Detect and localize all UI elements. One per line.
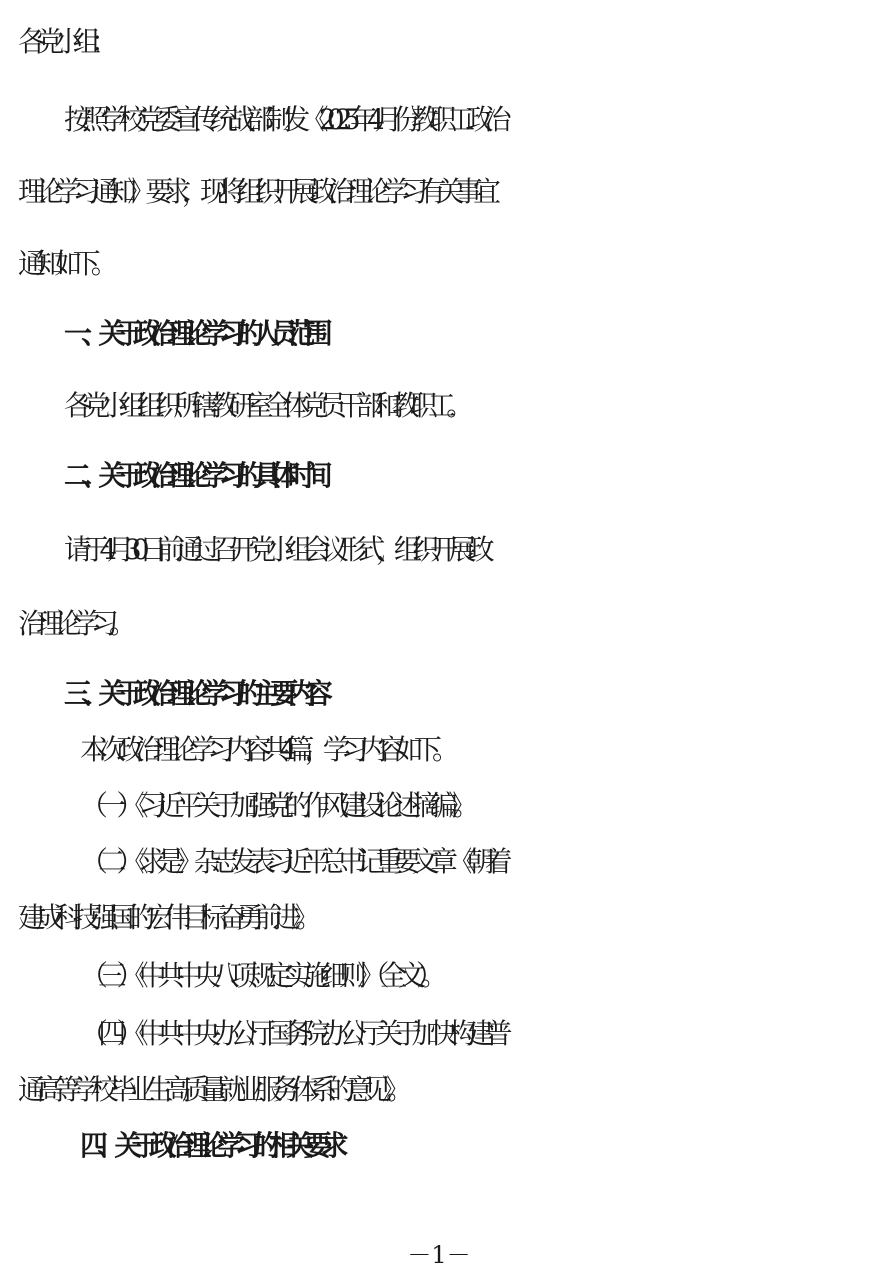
section-text-line: 各党小组组织所辖教研室全体党员干部和教职工。 xyxy=(64,389,465,422)
section-text-line: 治理论学习。 xyxy=(18,607,128,640)
study-item-2-line: 建成科技强国的宏伟目标奋勇前进》。 xyxy=(18,901,314,934)
page-number: －1－ xyxy=(407,1241,471,1269)
intro-paragraph-line: 理论学习通知》要求，现将组织开展政治理论学习有关事宜 xyxy=(18,175,492,208)
intro-paragraph-line: 通知如下。 xyxy=(18,247,110,280)
intro-paragraph-line: 按照学校党委宣传统战部制发《2025 年 4 月份教职工政治 xyxy=(64,103,502,136)
content-summary: 本次政治理论学习内容共 4 篇，学习内容如下。 xyxy=(80,733,451,766)
section-heading-content: 三、关于政治理论学习的主要内容 xyxy=(64,677,323,710)
section-heading-requirements: 四、关于政治理论学习的相关要求 xyxy=(80,1129,339,1162)
study-item-4-line: （四）《中共中央办公厅国务院办公厅关于加快构建普 xyxy=(80,1017,503,1050)
study-item-2-line: （二）《求是》杂志发表习近平总书记重要文章《朝着 xyxy=(80,845,503,878)
section-heading-schedule: 二、关于政治理论学习的具体时间 xyxy=(64,459,323,492)
salutation: 各党小组： xyxy=(18,25,110,58)
study-item-4-line: 通高等学校毕业生高质量就业服务体系的意见》。 xyxy=(18,1073,405,1106)
section-heading-personnel-scope: 一、关于政治理论学习的人员范围 xyxy=(64,317,323,350)
study-item-3: （三）《中共中央八项规定实施细则》（全文）。 xyxy=(80,959,439,992)
study-item-1: （一）《习近平关于加强党的作风建设论述摘编》。 xyxy=(80,789,471,822)
section-text-line: 请于 4 月 30 日前通过召开党小组会议形式，组织开展政 xyxy=(64,533,485,566)
